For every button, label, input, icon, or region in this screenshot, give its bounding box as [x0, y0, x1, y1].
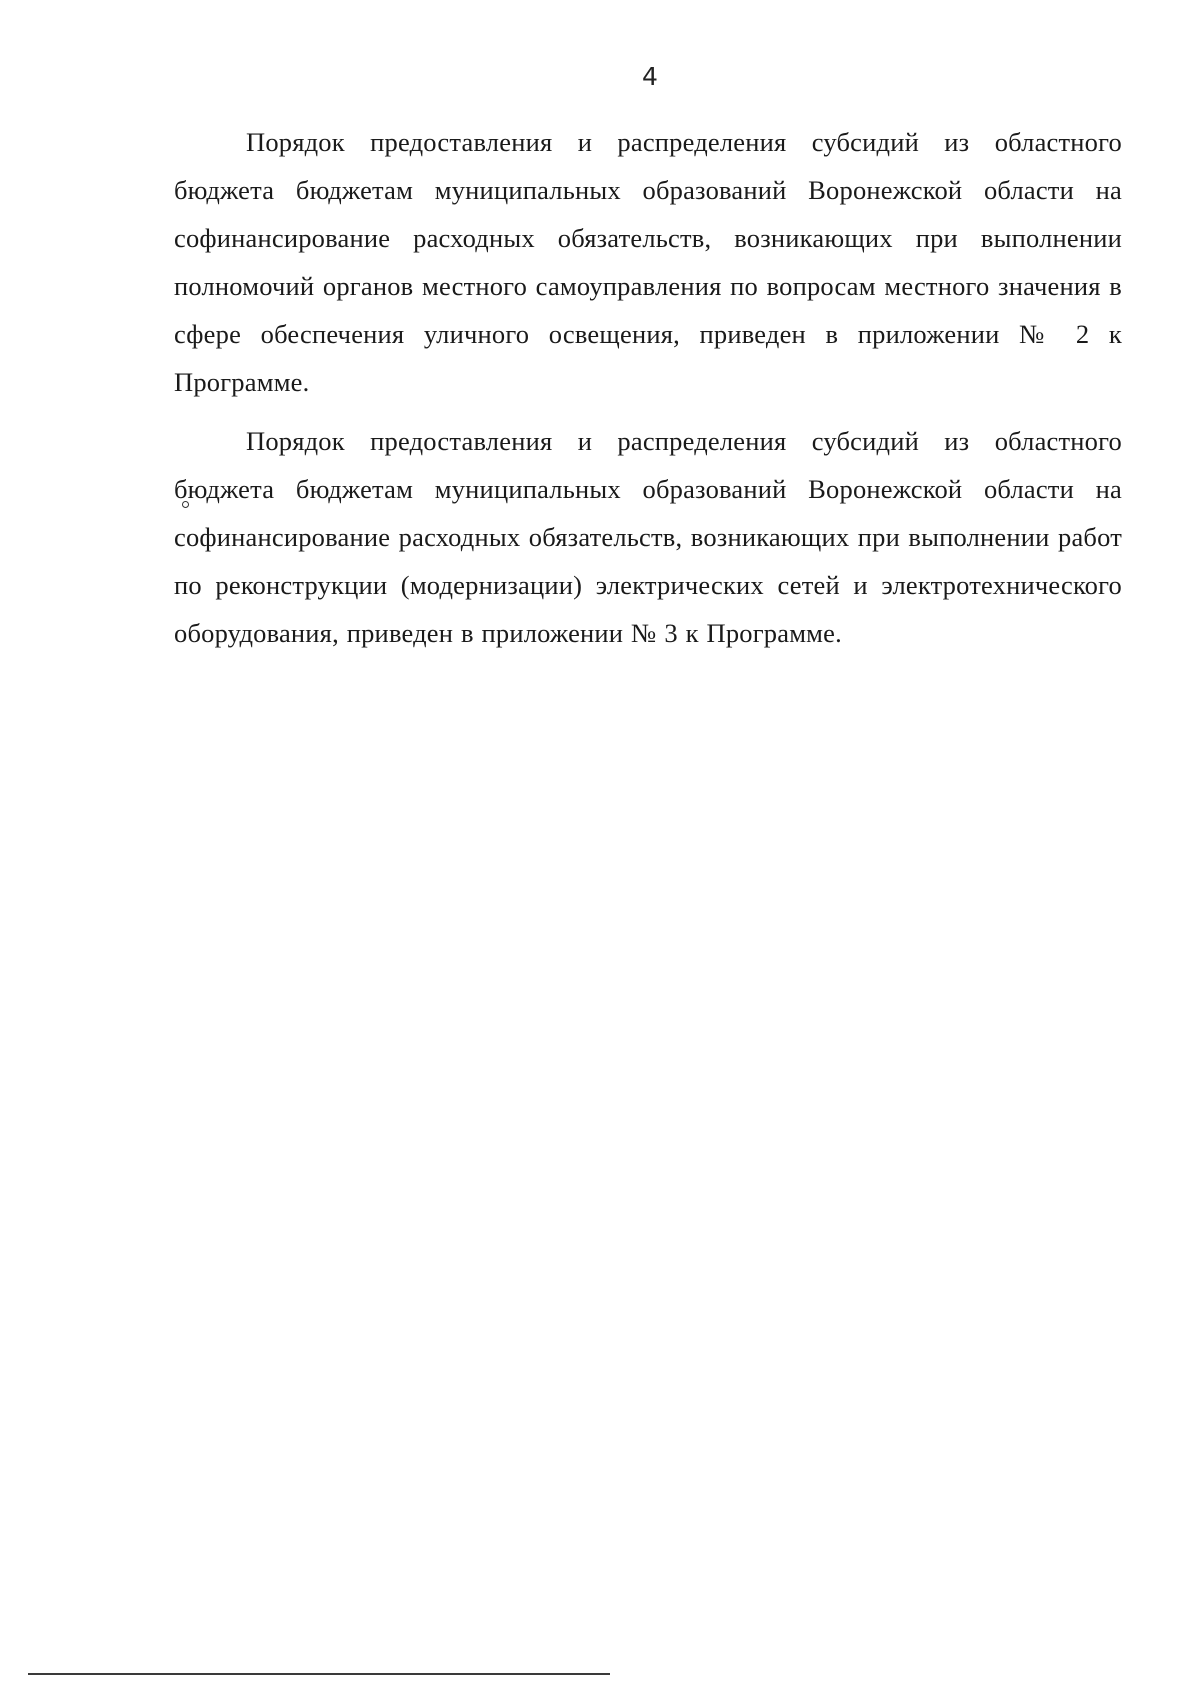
- scan-artifact-dot: [182, 501, 189, 508]
- paragraph-appendix-3: Порядок предоставления и распределения субсидий из областного бюджета бюджетам муниципальных образований Воронежской области на софинансирование расходных обязательств, возникающих при выполнении работ по реконструкции (модернизации) электрических сетей и электротехнического оборудования, приведен в приложении № 3 к Программе.: [174, 426, 1122, 648]
- footnote-separator-line: [28, 1673, 610, 1675]
- document-body: [174, 118, 1122, 668]
- page-number: 4: [642, 62, 658, 91]
- paragraph-appendix-2: Порядок предоставления и распределения субсидий из областного бюджета бюджетам муниципальных образований Воронежской области на софинансирование расходных обязательств, возникающих при выполнении полномочий органов местного самоуправления по вопросам местного значения в сфере обеспечения уличного освещения, приведен в приложении № 2 к Программе.: [174, 127, 1122, 397]
